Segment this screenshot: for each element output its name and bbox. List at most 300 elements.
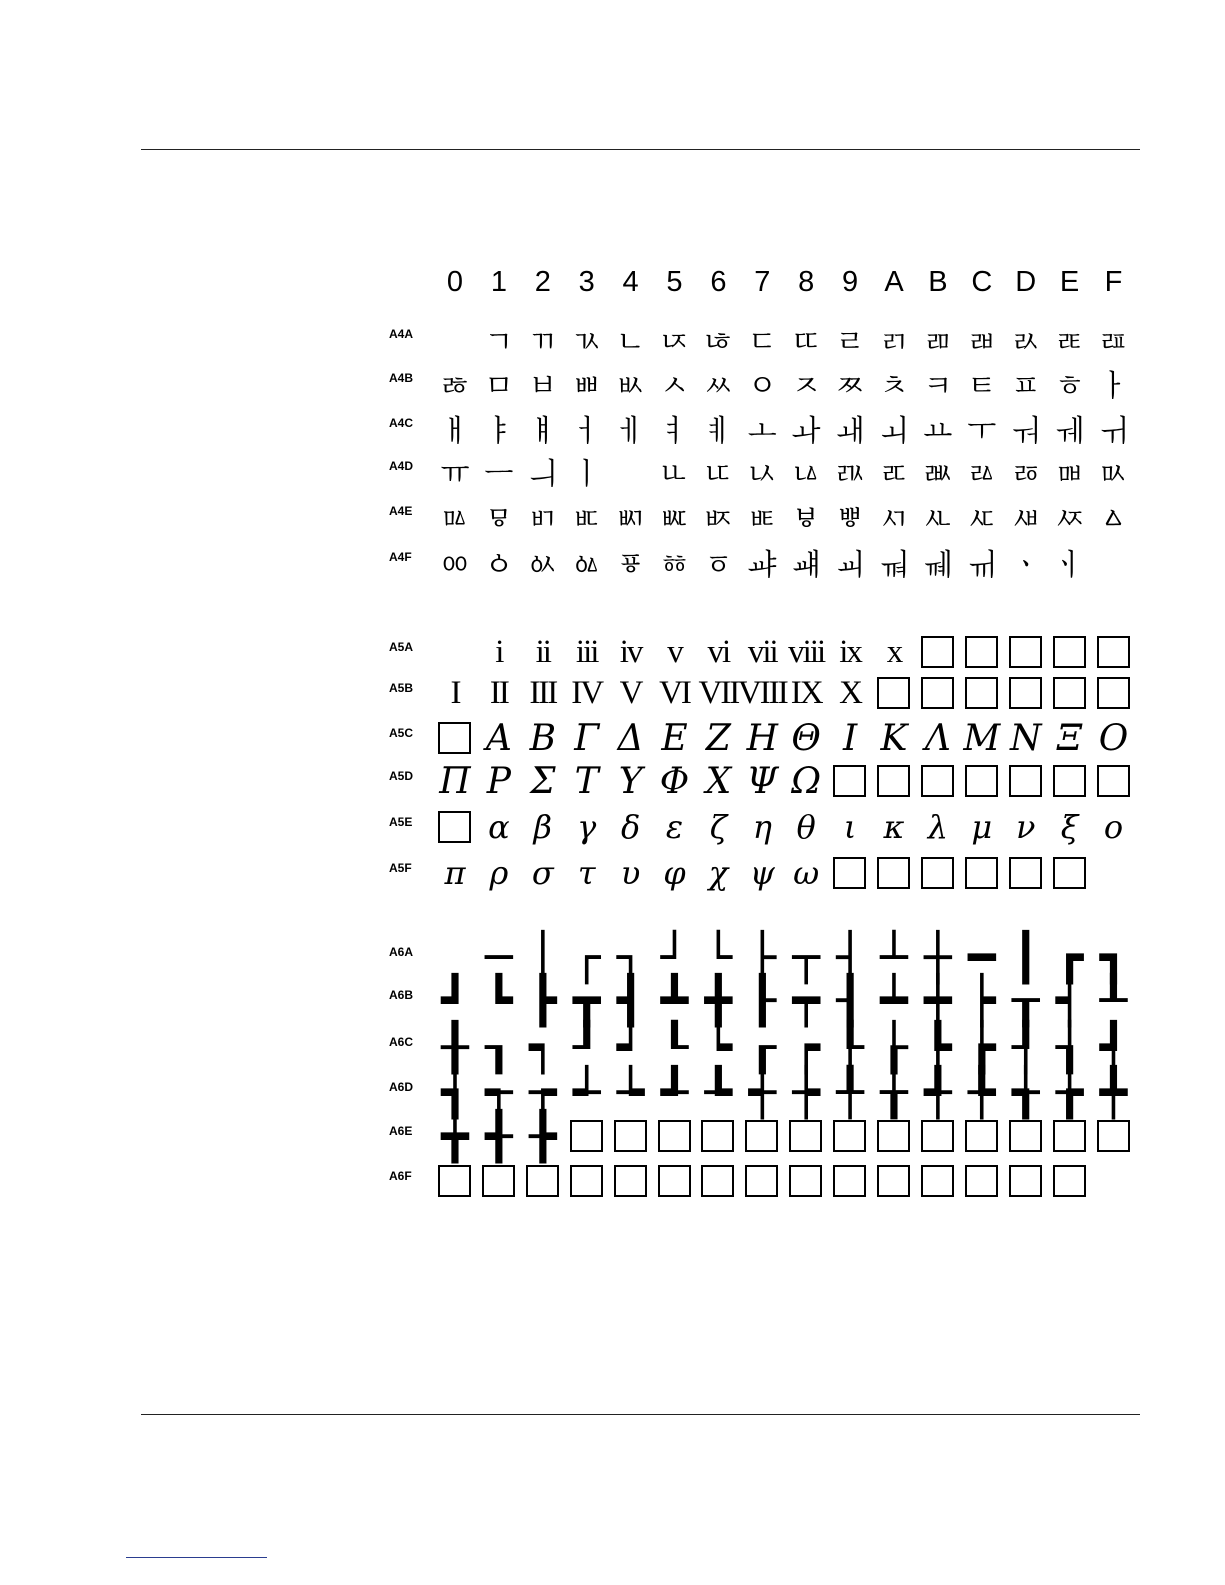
glyph-cell: λ xyxy=(927,808,949,846)
row-code-a6a: A6A xyxy=(389,945,414,959)
glyph-cell: ㆉ xyxy=(835,548,865,583)
glyph-cell: Κ xyxy=(880,717,908,759)
glyph-cell: ㄼ xyxy=(967,325,997,360)
footnote-link-rule xyxy=(126,1557,267,1558)
glyph-cell: ㄽ xyxy=(1011,325,1041,360)
glyph-cell: ┬ xyxy=(792,930,821,984)
glyph-cell: ├ xyxy=(748,930,777,984)
glyph-cell: ┢ xyxy=(967,1020,996,1074)
glyph-cell: γ xyxy=(577,808,597,846)
glyph-cell: ㆄ xyxy=(616,548,646,583)
glyph-cell: ┞ xyxy=(836,1020,864,1074)
glyph-cell: ㅜ xyxy=(967,414,997,449)
undefined-glyph-box xyxy=(965,857,998,889)
glyph-cell: ㆌ xyxy=(967,548,997,583)
glyph-cell: ㅔ xyxy=(616,414,646,449)
undefined-glyph-box xyxy=(965,636,998,668)
undefined-glyph-box xyxy=(1053,636,1086,668)
undefined-glyph-box xyxy=(965,677,998,709)
glyph-cell: κ xyxy=(883,808,905,846)
glyph-cell: ㆅ xyxy=(660,548,689,583)
glyph-cell: Ω xyxy=(791,760,822,802)
glyph-cell: ㅑ xyxy=(484,414,514,449)
undefined-glyph-box xyxy=(833,1165,866,1197)
row-code-a6f: A6F xyxy=(389,1169,412,1183)
glyph-cell: μ xyxy=(971,808,993,846)
undefined-glyph-box xyxy=(526,1165,559,1197)
row-code-a4b: A4B xyxy=(389,371,414,385)
glyph-cell: ㅏ xyxy=(1099,369,1128,404)
glyph-cell: ┏ xyxy=(1055,930,1084,984)
glyph-cell: ╉ xyxy=(485,1109,513,1163)
glyph-cell: vii xyxy=(747,633,777,670)
glyph-cell: III xyxy=(529,674,557,711)
glyph-cell: ┽ xyxy=(748,1065,777,1119)
glyph-cell: ㅹ xyxy=(835,502,865,537)
glyph-cell: ㅆ xyxy=(703,369,733,404)
undefined-glyph-box xyxy=(438,811,471,843)
glyph-cell: θ xyxy=(796,808,816,846)
glyph-cell: ㅫ xyxy=(923,457,953,492)
glyph-cell: ㅣ xyxy=(572,457,602,492)
glyph-cell: ㆊ xyxy=(879,548,909,583)
glyph-cell: ㅙ xyxy=(835,414,865,449)
glyph-cell: ㅧ xyxy=(747,457,777,492)
glyph-cell: ㅚ xyxy=(879,414,909,449)
glyph-cell xyxy=(433,320,477,358)
column-header-1: 1 xyxy=(490,266,507,298)
glyph-cell: ┶ xyxy=(616,1065,645,1119)
glyph-cell: ─ xyxy=(485,930,513,984)
glyph-cell: Ρ xyxy=(486,760,511,802)
glyph-cell: ㄷ xyxy=(747,325,777,360)
glyph-cell: ㄿ xyxy=(1099,325,1128,360)
glyph-cell: ㅗ xyxy=(747,414,777,449)
glyph-cell: ㅞ xyxy=(1055,414,1085,449)
glyph-cell: ㅌ xyxy=(967,369,997,404)
glyph-cell: ㄳ xyxy=(572,325,602,360)
glyph-cell: τ xyxy=(577,854,596,892)
glyph-cell: Φ xyxy=(659,760,690,802)
row-code-a4a: A4A xyxy=(389,327,414,341)
glyph-cell: ε xyxy=(665,808,684,846)
glyph-cell: ┭ xyxy=(485,1065,513,1119)
glyph-cell: ╈ xyxy=(441,1109,469,1163)
footer-rule xyxy=(141,1414,1140,1415)
undefined-glyph-box xyxy=(1053,1165,1086,1197)
glyph-cell xyxy=(609,452,653,490)
glyph-cell: ┹ xyxy=(660,1065,689,1119)
column-header-a: A xyxy=(884,266,904,298)
glyph-cell: VIII xyxy=(737,674,787,711)
glyph-cell: ㄶ xyxy=(703,325,733,360)
glyph-cell xyxy=(1092,1162,1136,1200)
glyph-cell: ㅉ xyxy=(835,369,865,404)
undefined-glyph-box xyxy=(701,1165,734,1197)
glyph-cell: φ xyxy=(663,854,686,892)
glyph-cell: Α xyxy=(485,717,512,759)
undefined-glyph-box xyxy=(482,1165,515,1197)
undefined-glyph-box xyxy=(965,1165,998,1197)
glyph-cell: ┥ xyxy=(1055,973,1084,1027)
column-header-d: D xyxy=(1015,266,1037,298)
row-code-a4c: A4C xyxy=(389,416,414,430)
undefined-glyph-box xyxy=(701,1120,734,1152)
glyph-cell: ┤ xyxy=(836,930,864,984)
column-header-4: 4 xyxy=(622,266,639,298)
glyph-cell: Μ xyxy=(963,717,1001,759)
glyph-cell: ┦ xyxy=(1011,1020,1040,1074)
undefined-glyph-box xyxy=(1097,765,1130,797)
undefined-glyph-box xyxy=(745,1120,778,1152)
glyph-cell: ㅷ xyxy=(747,502,777,537)
undefined-glyph-box xyxy=(1053,857,1086,889)
undefined-glyph-box xyxy=(1097,636,1130,668)
glyph-cell: ┰ xyxy=(1011,973,1040,1027)
undefined-glyph-box xyxy=(877,1165,910,1197)
undefined-glyph-box xyxy=(921,677,954,709)
glyph-cell: ㅿ xyxy=(1099,502,1128,537)
glyph-cell: ㅲ xyxy=(528,502,558,537)
glyph-cell: ┡ xyxy=(924,1020,952,1074)
glyph-cell: ㆃ xyxy=(572,548,602,583)
glyph-cell: ㅴ xyxy=(616,502,646,537)
glyph-cell: ┚ xyxy=(572,1020,601,1074)
glyph-cell: ┕ xyxy=(704,1020,733,1074)
glyph-cell: ㅩ xyxy=(835,457,865,492)
glyph-cell: ┾ xyxy=(792,1065,821,1119)
undefined-glyph-box xyxy=(1009,857,1042,889)
glyph-cell: ρ xyxy=(489,854,509,892)
undefined-glyph-box xyxy=(1053,765,1086,797)
glyph-cell: β xyxy=(533,808,553,846)
glyph-cell: ㅾ xyxy=(1055,502,1085,537)
glyph-cell: ㅈ xyxy=(791,369,821,404)
row-code-a6b: A6B xyxy=(389,988,414,1002)
glyph-cell: Δ xyxy=(617,717,644,759)
column-header-3: 3 xyxy=(578,266,595,298)
undefined-glyph-box xyxy=(877,857,910,889)
glyph-cell: ┸ xyxy=(1099,973,1128,1027)
glyph-cell: ┨ xyxy=(836,973,864,1027)
glyph-cell: ┌ xyxy=(572,930,601,984)
glyph-cell: ㅦ xyxy=(703,457,733,492)
column-header-5: 5 xyxy=(666,266,683,298)
glyph-cell: ┗ xyxy=(485,973,513,1027)
glyph-cell: ㅟ xyxy=(1099,414,1128,449)
glyph-cell: ╂ xyxy=(441,1020,469,1074)
glyph-cell: ┠ xyxy=(748,973,777,1027)
glyph-cell: ㆂ xyxy=(528,548,558,583)
row-code-a6d: A6D xyxy=(389,1080,414,1094)
row-code-a4f: A4F xyxy=(389,550,412,564)
glyph-cell: ㅄ xyxy=(616,369,646,404)
glyph-cell: ㅛ xyxy=(923,414,953,449)
glyph-cell: ┵ xyxy=(572,1065,601,1119)
glyph-cell: vi xyxy=(707,633,730,670)
glyph-cell: └ xyxy=(704,930,733,984)
glyph-cell: Β xyxy=(529,717,557,759)
glyph-cell: Π xyxy=(439,760,471,802)
column-header-9: 9 xyxy=(842,266,859,298)
undefined-glyph-box xyxy=(1053,677,1086,709)
header-rule xyxy=(141,149,1140,150)
glyph-cell: Τ xyxy=(574,760,599,802)
glyph-cell: Ε xyxy=(661,717,688,759)
glyph-cell: ┺ xyxy=(704,1065,733,1119)
glyph-cell: ㅸ xyxy=(791,502,821,537)
glyph-cell: ν xyxy=(1015,808,1036,846)
undefined-glyph-box xyxy=(1009,1165,1042,1197)
glyph-cell: Ι xyxy=(842,717,858,759)
undefined-glyph-box xyxy=(921,1120,954,1152)
undefined-glyph-box xyxy=(789,1120,822,1152)
glyph-cell: υ xyxy=(620,854,641,892)
glyph-cell: ㄴ xyxy=(616,325,646,360)
glyph-cell: ㆍ xyxy=(1011,548,1041,583)
glyph-cell: ㆈ xyxy=(791,548,821,583)
glyph-cell: ix xyxy=(839,633,861,670)
glyph-cell: ㅳ xyxy=(572,502,602,537)
column-header-f: F xyxy=(1104,266,1123,298)
glyph-cell: ㅵ xyxy=(660,502,689,537)
glyph-cell: ┟ xyxy=(880,1020,908,1074)
glyph-cell: ┪ xyxy=(441,1065,469,1119)
row-code-a5a: A5A xyxy=(389,640,414,654)
undefined-glyph-box xyxy=(658,1165,691,1197)
row-code-a4e: A4E xyxy=(389,504,413,518)
glyph-cell: ╅ xyxy=(1011,1065,1040,1119)
undefined-glyph-box xyxy=(570,1120,603,1152)
undefined-glyph-box xyxy=(614,1165,647,1197)
undefined-glyph-box xyxy=(658,1120,691,1152)
row-code-a5e: A5E xyxy=(389,815,413,829)
column-header-7: 7 xyxy=(754,266,771,298)
glyph-cell: ┻ xyxy=(660,973,689,1027)
column-header-b: B xyxy=(928,266,948,298)
glyph-cell: ╄ xyxy=(967,1065,996,1119)
glyph-cell: ㅇ xyxy=(747,369,777,404)
glyph-cell: ㅰ xyxy=(440,502,470,537)
glyph-cell: ┝ xyxy=(967,973,996,1027)
glyph-cell: Υ xyxy=(618,760,643,802)
glyph-cell: ╀ xyxy=(836,1065,864,1119)
undefined-glyph-box xyxy=(745,1165,778,1197)
undefined-glyph-box xyxy=(877,677,910,709)
glyph-cell: Ζ xyxy=(705,717,731,759)
glyph-cell: X xyxy=(839,674,862,711)
undefined-glyph-box xyxy=(614,1120,647,1152)
glyph-cell: ㅃ xyxy=(572,369,602,404)
glyph-cell: ㅱ xyxy=(484,502,514,537)
glyph-cell: IX xyxy=(790,674,822,711)
glyph-cell: ㅶ xyxy=(703,502,733,537)
glyph-cell: ㅖ xyxy=(703,414,733,449)
glyph-cell: δ xyxy=(620,808,641,846)
glyph-cell: ㅀ xyxy=(440,369,470,404)
glyph-cell: iv xyxy=(619,633,642,670)
glyph-cell xyxy=(1092,543,1136,581)
glyph-cell: η xyxy=(752,808,772,846)
glyph-cell: ┍ xyxy=(792,1020,821,1074)
glyph-cell: ㄱ xyxy=(484,325,514,360)
column-header-6: 6 xyxy=(710,266,727,298)
glyph-cell: ㅅ xyxy=(660,369,689,404)
glyph-cell: ╃ xyxy=(924,1065,952,1119)
glyph-cell: ━ xyxy=(967,930,996,984)
undefined-glyph-box xyxy=(438,1165,471,1197)
glyph-cell: ┯ xyxy=(792,973,821,1027)
glyph-cell: ╊ xyxy=(528,1109,557,1163)
glyph-cell: ㅒ xyxy=(528,414,558,449)
glyph-cell: ㅭ xyxy=(1011,457,1041,492)
glyph-cell: ┃ xyxy=(1011,930,1040,984)
glyph-cell: ㆋ xyxy=(923,548,953,583)
glyph-cell: ┓ xyxy=(1099,930,1128,984)
glyph-cell: ψ xyxy=(749,854,775,892)
row-code-a5c: A5C xyxy=(389,726,414,740)
undefined-glyph-box xyxy=(1009,765,1042,797)
glyph-cell: ㅋ xyxy=(923,369,953,404)
glyph-cell: ┮ xyxy=(528,1065,557,1119)
undefined-glyph-box xyxy=(1053,1120,1086,1152)
undefined-glyph-box xyxy=(1009,636,1042,668)
glyph-cell: ╆ xyxy=(1055,1065,1084,1119)
glyph-cell: ㅂ xyxy=(528,369,558,404)
glyph-cell: I xyxy=(450,674,460,711)
glyph-cell: ┖ xyxy=(660,1020,689,1074)
undefined-glyph-box xyxy=(921,857,954,889)
glyph-cell: ┣ xyxy=(528,973,557,1027)
column-header-2: 2 xyxy=(534,266,551,298)
glyph-cell: ㅐ xyxy=(440,414,470,449)
glyph-cell: ㅝ xyxy=(1011,414,1041,449)
glyph-cell: ㅠ xyxy=(440,457,470,492)
glyph-cell: ㅢ xyxy=(528,457,558,492)
undefined-glyph-box xyxy=(570,1165,603,1197)
glyph-cell: ξ xyxy=(1060,808,1079,846)
glyph-cell: Η xyxy=(746,717,778,759)
undefined-glyph-box xyxy=(833,857,866,889)
undefined-glyph-box xyxy=(1009,1120,1042,1152)
glyph-cell: ┛ xyxy=(441,973,469,1027)
undefined-glyph-box xyxy=(921,636,954,668)
glyph-cell: ㅥ xyxy=(660,457,689,492)
glyph-cell: ㄵ xyxy=(660,325,689,360)
glyph-cell: x xyxy=(886,633,902,670)
glyph-cell: ㅪ xyxy=(879,457,909,492)
glyph-cell: ㄺ xyxy=(879,325,909,360)
glyph-cell: ㄸ xyxy=(791,325,821,360)
undefined-glyph-box xyxy=(1097,677,1130,709)
glyph-cell: ㄻ xyxy=(923,325,953,360)
glyph-cell: Χ xyxy=(705,760,732,802)
glyph-cell: Ν xyxy=(1009,717,1042,759)
glyph-cell: ㅕ xyxy=(660,414,689,449)
glyph-cell: ┳ xyxy=(572,973,601,1027)
glyph-cell: ㅻ xyxy=(923,502,953,537)
row-code-a5b: A5B xyxy=(389,681,414,695)
row-code-a6c: A6C xyxy=(389,1035,414,1049)
undefined-glyph-box xyxy=(877,1120,910,1152)
glyph-cell: Γ xyxy=(574,717,600,759)
glyph-cell xyxy=(1092,854,1136,892)
glyph-cell: Λ xyxy=(924,717,951,759)
glyph-cell: ┿ xyxy=(924,973,952,1027)
glyph-cell: ┼ xyxy=(924,930,952,984)
glyph-cell: ㅡ xyxy=(484,457,514,492)
glyph-cell: ㅬ xyxy=(967,457,997,492)
glyph-cell: ㅺ xyxy=(879,502,909,537)
row-code-a5d: A5D xyxy=(389,769,414,783)
glyph-cell: σ xyxy=(531,854,554,892)
glyph-cell: ㄲ xyxy=(528,325,558,360)
glyph-cell: ┷ xyxy=(880,973,908,1027)
glyph-cell: ㅊ xyxy=(879,369,909,404)
glyph-cell: Ψ xyxy=(746,760,779,802)
glyph-cell: Ξ xyxy=(1056,717,1083,759)
glyph-cell: ㅼ xyxy=(967,502,997,537)
undefined-glyph-box xyxy=(965,765,998,797)
row-code-a4d: A4D xyxy=(389,459,414,473)
glyph-cell: Σ xyxy=(530,760,556,802)
glyph-cell: ㅍ xyxy=(1011,369,1041,404)
glyph-cell: ╋ xyxy=(704,973,733,1027)
glyph-cell: ┧ xyxy=(1055,1020,1084,1074)
glyph-cell: i xyxy=(495,633,503,670)
glyph-cell: VI xyxy=(659,674,690,711)
glyph-cell: ㆆ xyxy=(703,548,733,583)
glyph-cell: ㅮ xyxy=(1055,457,1085,492)
undefined-glyph-box xyxy=(833,765,866,797)
glyph-cell: V xyxy=(619,674,642,711)
undefined-glyph-box xyxy=(789,1165,822,1197)
glyph-cell: ㄾ xyxy=(1055,325,1085,360)
undefined-glyph-box xyxy=(1009,677,1042,709)
row-code-a5f: A5F xyxy=(389,861,412,875)
undefined-glyph-box xyxy=(921,1165,954,1197)
glyph-cell: ㅯ xyxy=(1099,457,1128,492)
undefined-glyph-box xyxy=(1097,1120,1130,1152)
glyph-cell: v xyxy=(667,633,682,670)
glyph-cell: ┑ xyxy=(528,1020,557,1074)
undefined-glyph-box xyxy=(833,1120,866,1152)
undefined-glyph-box xyxy=(877,765,910,797)
column-header-8: 8 xyxy=(798,266,815,298)
glyph-cell: iii xyxy=(575,633,598,670)
glyph-cell: ㅓ xyxy=(572,414,602,449)
glyph-cell: viii xyxy=(788,633,825,670)
glyph-cell: ㆀ xyxy=(440,548,470,583)
undefined-glyph-box xyxy=(965,1120,998,1152)
glyph-cell: II xyxy=(489,674,508,711)
glyph-cell: ㄹ xyxy=(835,325,865,360)
glyph-cell: ㅘ xyxy=(791,414,821,449)
glyph-cell: ㅨ xyxy=(791,457,821,492)
glyph-cell: ┎ xyxy=(748,1020,777,1074)
glyph-cell: ㆎ xyxy=(1055,548,1085,583)
glyph-cell: ┙ xyxy=(616,1020,645,1074)
glyph-cell xyxy=(433,633,477,671)
glyph-cell: ┴ xyxy=(880,930,908,984)
glyph-cell: ㅽ xyxy=(1011,502,1041,537)
glyph-cell: Θ xyxy=(791,717,821,759)
glyph-cell: ㆇ xyxy=(747,548,777,583)
glyph-cell: Ο xyxy=(1098,717,1129,759)
glyph-cell: ι xyxy=(843,808,857,846)
glyph-cell: ┘ xyxy=(660,930,689,984)
column-header-0: 0 xyxy=(446,266,464,298)
